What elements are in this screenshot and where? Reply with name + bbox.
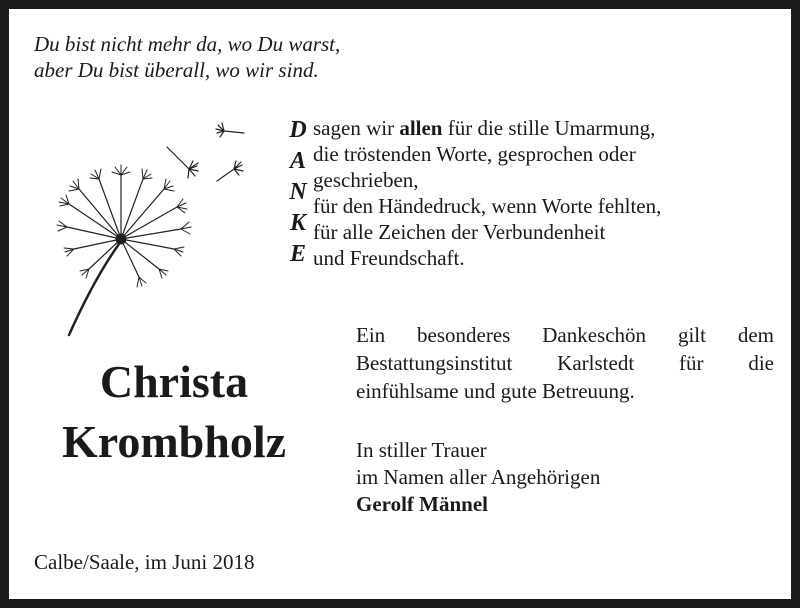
special-thanks — [356, 321, 774, 405]
danke-line-3: geschrieben, — [313, 168, 419, 192]
motto-line-2: aber Du bist überall, wo wir sind. — [34, 58, 319, 82]
danke-letter-n: N — [289, 179, 307, 205]
danke-line-5: für alle Zeichen der Verbundenheit — [313, 220, 606, 244]
danke-text — [313, 115, 661, 271]
deceased-first-name: Christa — [99, 356, 249, 407]
motto — [34, 31, 340, 83]
signer-name: Gerolf Männel — [356, 492, 489, 516]
thanks-line-3: einfühlsame und gute Betreuung. — [356, 379, 635, 403]
thanks-line-1: Ein besonderes Dankeschön gilt dem — [356, 323, 774, 347]
danke-letter-a: A — [289, 148, 306, 174]
danke-acrostic — [283, 115, 313, 270]
danke-line-1 — [313, 115, 661, 141]
motto-line-1: Du bist nicht mehr da, wo Du warst, — [34, 32, 341, 56]
closing-line-2: im Namen aller Angehörigen — [356, 465, 601, 489]
danke-emphasis: allen — [399, 116, 443, 140]
danke-letter-d: D — [289, 117, 307, 143]
danke-letter-k: K — [289, 210, 306, 236]
danke-letter-e: E — [289, 241, 306, 267]
danke-line-4: für den Händedruck, wenn Worte fehlten, — [313, 194, 662, 218]
danke-line-1-post: für die stille Umarmung, — [442, 116, 656, 140]
dandelion-icon — [39, 109, 289, 339]
danke-line-2: die tröstenden Worte, gesprochen oder — [313, 142, 636, 166]
thanks-line-2: Bestattungsinstitut Karlstedt für die — [356, 351, 774, 375]
closing-line-1: In stiller Trauer — [356, 438, 487, 462]
place-date: Calbe/Saale, im Juni 2018 — [34, 550, 255, 574]
danke-line-6: und Freundschaft. — [313, 246, 465, 270]
danke-line-1-pre: sagen wir — [313, 116, 400, 140]
deceased-last-name: Krombholz — [61, 416, 287, 467]
closing-block — [356, 437, 600, 518]
